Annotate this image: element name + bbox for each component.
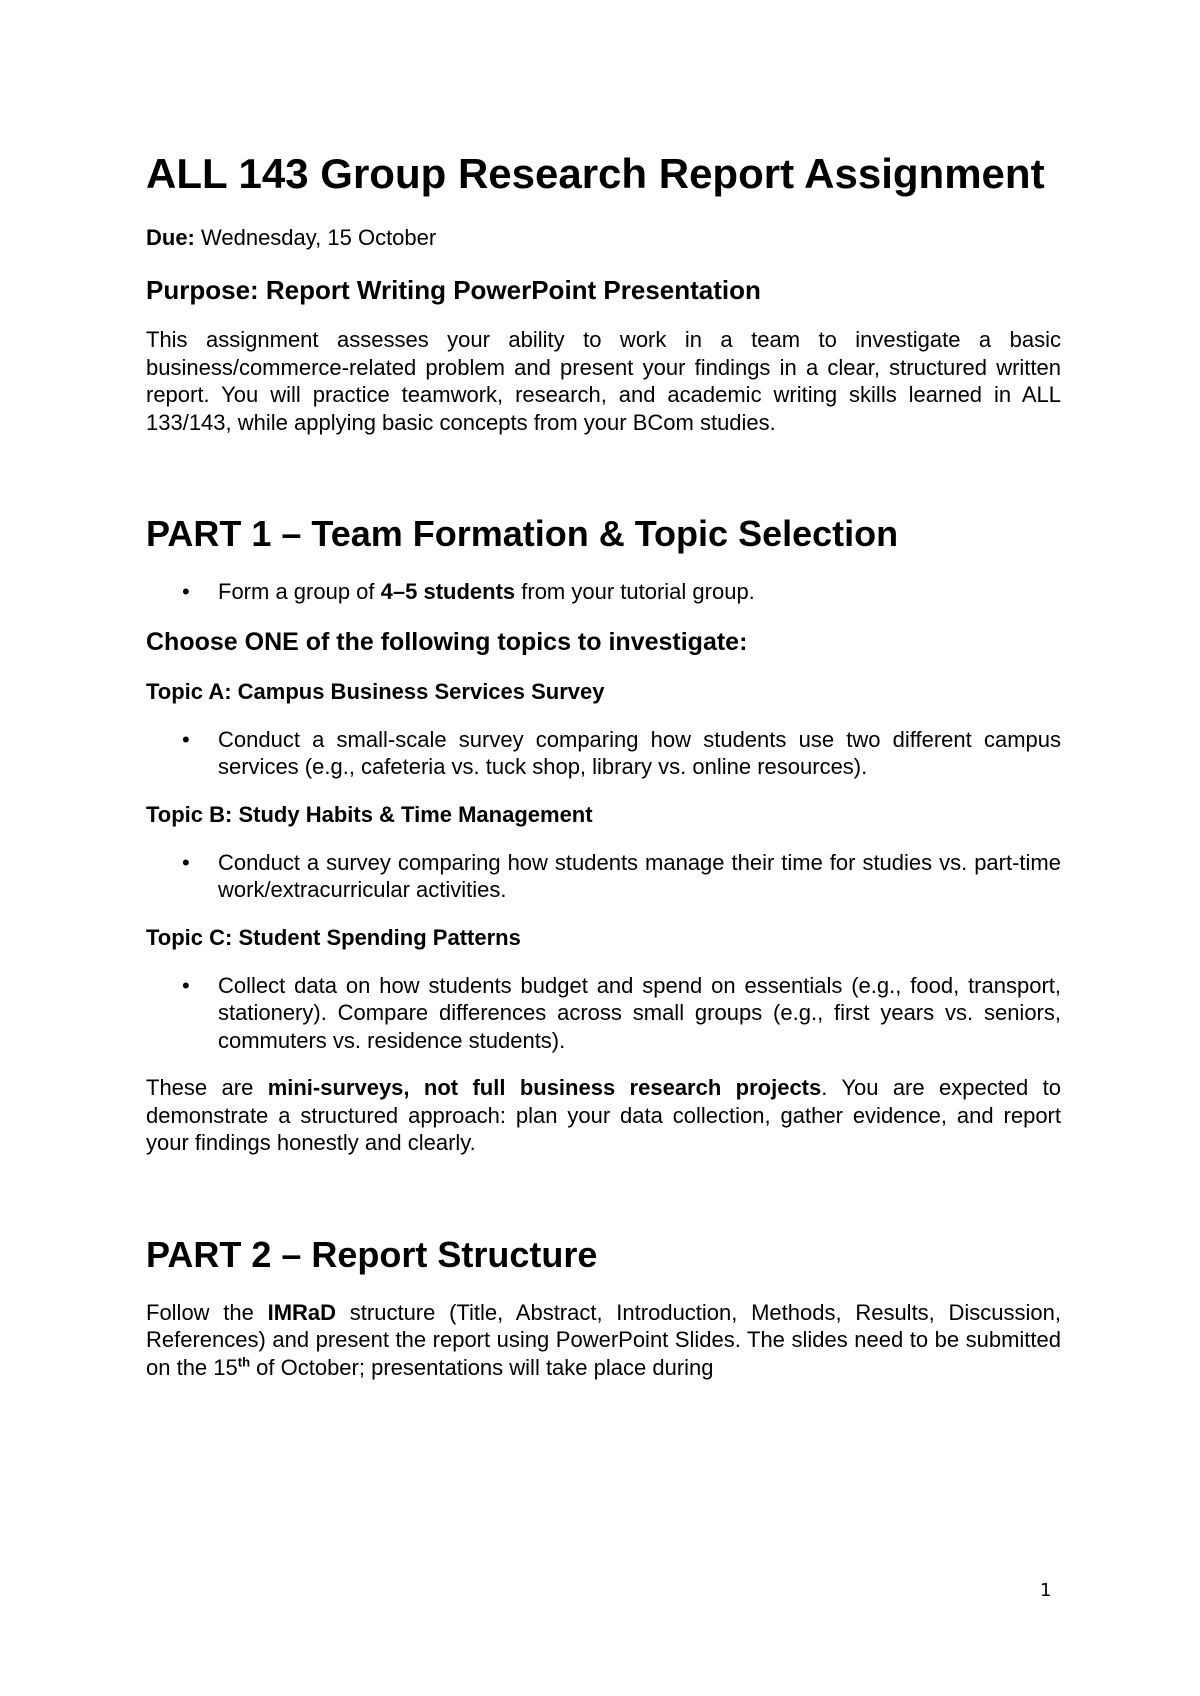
list-item [146, 578, 1061, 606]
spacer [146, 1157, 1061, 1233]
group-size-post: from your tutorial group. [515, 579, 755, 604]
list-item [146, 849, 1061, 904]
topic-b-text: Conduct a survey comparing how students manage their time for studies vs. part-time work/extracurricular activities. [218, 849, 1061, 902]
topic-c-heading: Topic C: Student Spending Patterns [146, 924, 521, 950]
purpose-heading: Purpose: Report Writing PowerPoint Presentation [146, 275, 761, 305]
imrad-mid: structure (Title, Abstract, Introduction, Methods, Results, Discussion, References) and present the report using PowerPoint Slides. The slides need to be submitted on the 15 [146, 1299, 1061, 1380]
spacer [146, 436, 1061, 512]
group-size-text [218, 578, 1061, 606]
list-item [146, 726, 1061, 781]
choose-topic-heading: Choose ONE of the following topics to investigate: [146, 627, 748, 656]
part2-heading: PART 2 – Report Structure [146, 1233, 598, 1275]
due-label: Due: [146, 225, 195, 250]
due-date: Wednesday, 15 October [194, 225, 437, 250]
bullet-icon: • [182, 579, 190, 604]
topic-a-heading: Topic A: Campus Business Services Survey [146, 678, 605, 704]
imrad-post: of October; presentations will take place during [250, 1354, 714, 1380]
intro-paragraph: This assignment assesses your ability to work in a team to investigate a basic business/commerce-related problem and present your findings in a clear, structured written report. You will practice teamwork, research, and academic writing skills learned in ALL 133/143, while applying basic concepts from your BCom studies. [146, 327, 1061, 435]
page-number: 1 [1040, 1580, 1052, 1601]
imrad-paragraph [146, 1299, 1061, 1382]
topic-a-text: Conduct a small-scale survey comparing how students use two different campus services (e.g., cafeteria vs. tuck shop, library vs. online resources). [218, 726, 1061, 779]
bullet-icon: • [182, 849, 190, 875]
page-title: ALL 143 Group Research Report Assignment [146, 150, 1045, 197]
page-content [146, 138, 1061, 1381]
mini-survey-note [146, 1074, 1061, 1157]
topic-b-heading: Topic B: Study Habits & Time Management [146, 801, 593, 827]
topic-c-text: Collect data on how students budget and spend on essentials (e.g., food, transport, stationery). Compare differences across small groups (e.g., first years vs. seniors, commuters vs. residence students). [218, 972, 1061, 1053]
imrad-pre: Follow the [146, 1299, 268, 1325]
due-line [146, 224, 1061, 252]
list-item [146, 972, 1061, 1055]
group-size-pre: Form a group of [218, 579, 381, 604]
bullet-icon: • [182, 726, 190, 752]
note-pre: These are [146, 1075, 268, 1100]
bullet-icon: • [182, 972, 190, 998]
group-size-bold: 4–5 students [380, 579, 516, 604]
part1-heading: PART 1 – Team Formation & Topic Selection [146, 513, 899, 554]
note-bold: mini-surveys, not full business research projects [267, 1075, 822, 1100]
imrad-bold: IMRaD [267, 1299, 337, 1325]
note-post: . You are expected to demonstrate a structured approach: plan your data collection, gather evidence, and report your findings honestly and clearly. [146, 1075, 1061, 1155]
ordinal-suffix: th [237, 1354, 251, 1370]
